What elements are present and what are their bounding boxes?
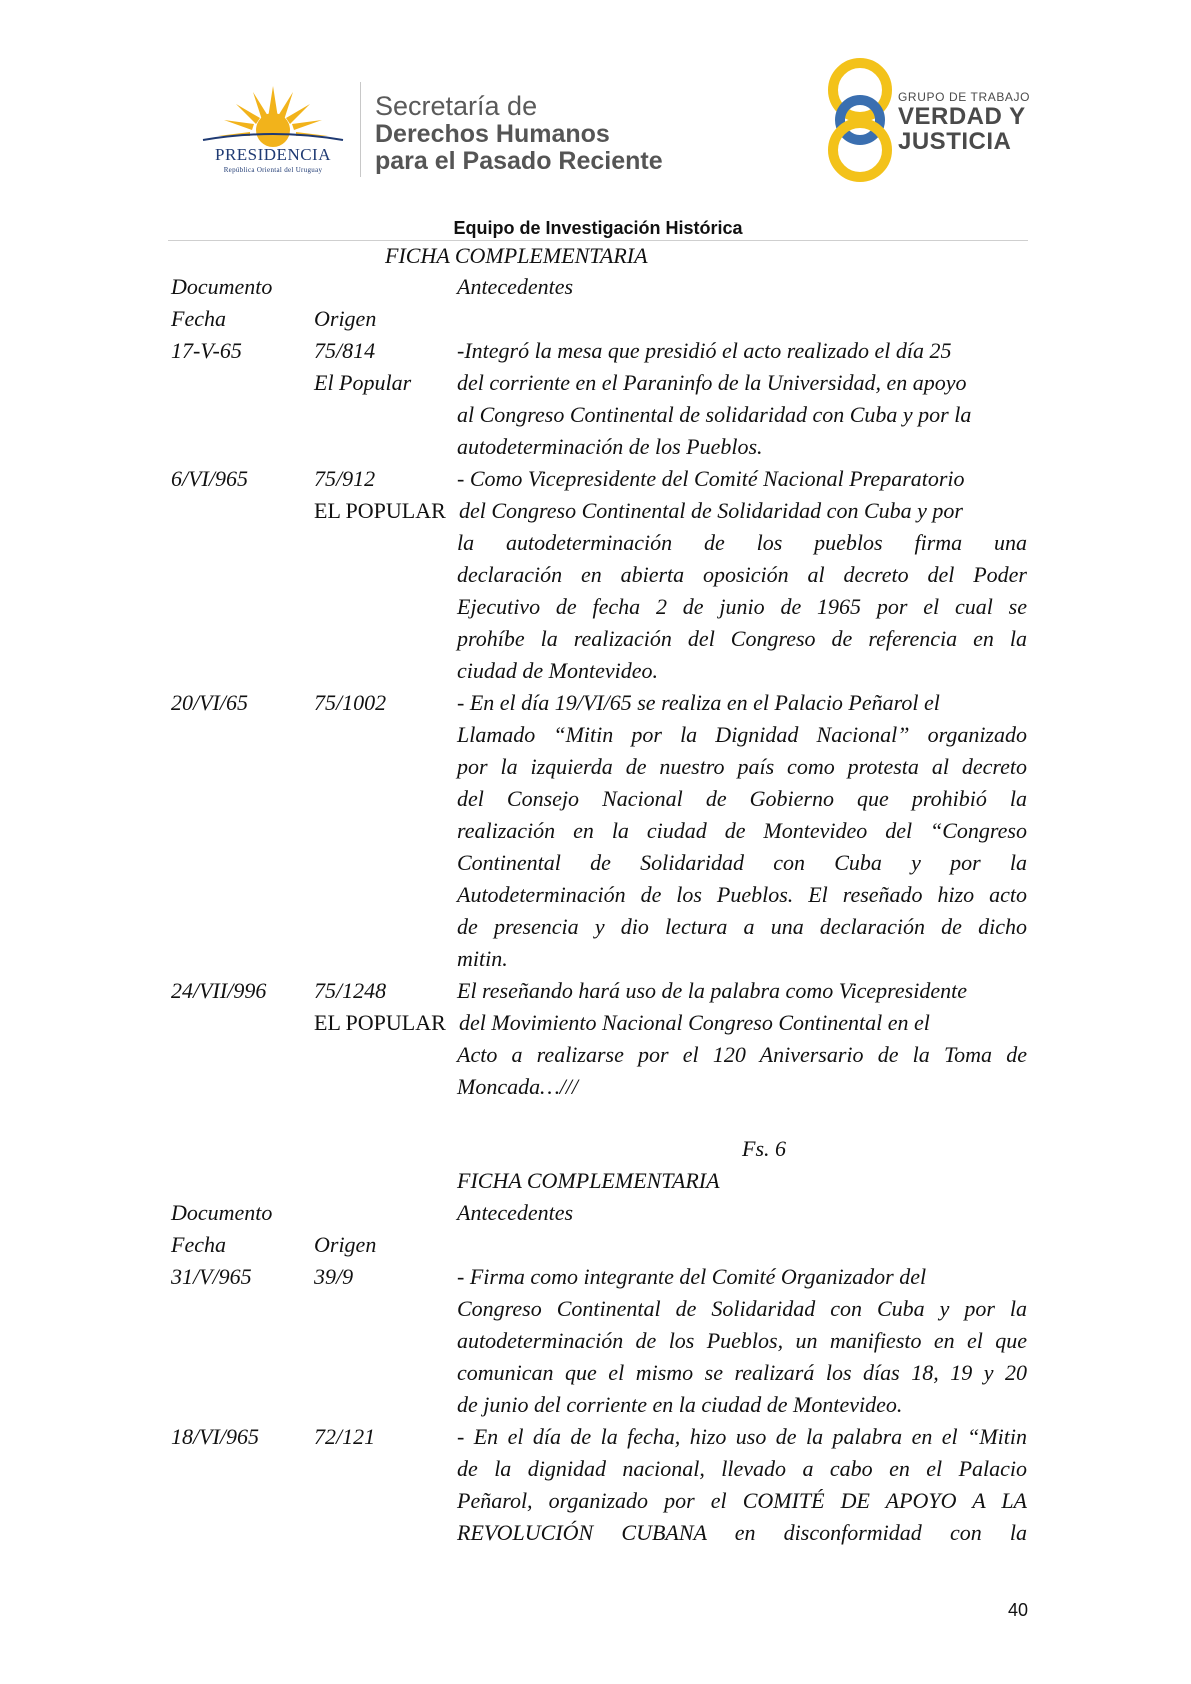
- entry-text-line: Autodeterminación de los Pueblos. El reseñado hizo acto: [457, 882, 1027, 907]
- entry-text-line: al Congreso Continental de solidaridad con Cuba y por la: [457, 402, 972, 427]
- entry-origen: 75/1002: [314, 690, 387, 715]
- entry-text-line: del corriente en el Paraninfo de la Universidad, en apoyo: [457, 370, 967, 395]
- entry-origen-source: El Popular: [314, 370, 412, 395]
- section2-title: FICHA COMPLEMENTARIA: [457, 1168, 720, 1193]
- section2-header-documento: Documento: [171, 1200, 273, 1225]
- verdad-justicia-logo-text: [898, 90, 1030, 154]
- page-number: 40: [1007, 1600, 1028, 1620]
- entry-text-line: - Firma como integrante del Comité Organizador del: [457, 1264, 927, 1289]
- section1-header-origen: Origen: [314, 306, 377, 331]
- entry-origen: 39/9: [314, 1264, 354, 1289]
- secretaria-line2: Derechos Humanos: [375, 120, 610, 148]
- entry-text-line: REVOLUCIÓN CUBANA en disconformidad con la: [457, 1520, 1027, 1545]
- entry-origen: 72/121: [314, 1424, 376, 1449]
- section1-header-documento: Documento: [171, 274, 273, 299]
- entry-text-line: - En el día 19/VI/65 se realiza en el Palacio Peñarol el: [457, 690, 940, 715]
- entry-origen: 75/814: [314, 338, 376, 363]
- entry-text-line: de junio del corriente en la ciudad de Montevideo.: [457, 1392, 903, 1417]
- entry-fecha: 20/VI/65: [171, 690, 248, 715]
- entry-text-line: del Movimiento Nacional Congreso Continental en el: [459, 1010, 930, 1035]
- secretaria-line1: Secretaría de: [375, 91, 538, 121]
- entry-origen-source: EL POPULAR: [314, 1010, 446, 1035]
- team-heading: Equipo de Investigación Histórica: [453, 218, 743, 238]
- section1-header-antecedentes: Antecedentes: [457, 274, 574, 299]
- entry-origen-source: EL POPULAR: [314, 498, 446, 523]
- entry-text-line: prohíbe la realización del Congreso de referencia en la: [457, 626, 1027, 651]
- entry-text-line: declaración en abierta oposición al decreto del Poder: [457, 562, 1027, 587]
- entry-text-line: por la izquierda de nuestro país como protesta al decreto: [457, 754, 1027, 779]
- entry-fecha: 24/VII/996: [171, 978, 267, 1003]
- entry-origen: 75/912: [314, 466, 376, 491]
- entry-text-line: realización en la ciudad de Montevideo del “Congreso: [457, 818, 1027, 843]
- entry-fecha: 17-V-65: [171, 338, 242, 363]
- entry-text-line: autodeterminación de los Pueblos, un manifiesto en el que: [457, 1328, 1027, 1353]
- entry-text-line: Peñarol, organizado por el COMITÉ DE APOYO A LA: [457, 1488, 1027, 1513]
- entry-fecha: 18/VI/965: [171, 1424, 259, 1449]
- entry-fecha: 6/VI/965: [171, 466, 248, 491]
- entry-text-line: de la dignidad nacional, llevado a cabo en el Palacio: [457, 1456, 1027, 1481]
- entry-text-line: del Congreso Continental de Solidaridad con Cuba y por: [459, 498, 963, 523]
- section2-header-antecedentes: Antecedentes: [457, 1200, 574, 1225]
- letterhead: [0, 0, 1191, 210]
- verdad-justicia-rings-logo: [820, 58, 900, 182]
- entry-text-line: Congreso Continental de Solidaridad con Cuba y por la: [457, 1296, 1027, 1321]
- entry-text-line: mitin.: [457, 946, 508, 971]
- header-divider: [360, 82, 361, 177]
- entry-text-line: Acto a realizarse por el 120 Aniversario de la Toma de: [457, 1042, 1027, 1067]
- entry-text-line: - En el día de la fecha, hizo uso de la palabra en el “Mitin: [457, 1424, 1027, 1449]
- entry-text-line: Ejecutivo de fecha 2 de junio de 1965 por el cual se: [457, 594, 1027, 619]
- secretaria-logo-text: [375, 92, 663, 175]
- entry-text-line: de presencia y dio lectura a una declaración de dicho: [457, 914, 1027, 939]
- section2-header-origen: Origen: [314, 1232, 377, 1257]
- grupo-line1: GRUPO DE TRABAJO: [898, 90, 1031, 104]
- section2-header-fecha: Fecha: [171, 1232, 226, 1257]
- entry-fecha: 31/V/965: [171, 1264, 252, 1289]
- entry-text-line: del Consejo Nacional de Gobierno que prohibió la: [457, 786, 1027, 811]
- entry-text-line: El reseñando hará uso de la palabra como Vicepresidente: [457, 978, 967, 1003]
- section1-header-fecha: Fecha: [171, 306, 226, 331]
- grupo-line2: VERDAD Y: [898, 103, 1026, 130]
- entry-text-line: - Como Vicepresidente del Comité Nacional Preparatorio: [457, 466, 965, 491]
- secretaria-line3: para el Pasado Reciente: [375, 147, 663, 175]
- presidencia-title: PRESIDENCIA: [214, 145, 331, 164]
- entry-text-line: -Integró la mesa que presidió el acto realizado el día 25: [457, 338, 952, 363]
- entry-text-line: comunican que el mismo se realizará los días 18, 19 y 20: [457, 1360, 1027, 1385]
- entry-text-line: Continental de Solidaridad con Cuba y por la: [457, 850, 1027, 875]
- entry-origen: 75/1248: [314, 978, 387, 1003]
- folio-label: Fs. 6: [742, 1136, 786, 1161]
- entry-text-line: autodeterminación de los Pueblos.: [457, 434, 763, 459]
- entry-text-line: Llamado “Mitin por la Dignidad Nacional” organizado: [457, 722, 1027, 747]
- entry-text-line: ciudad de Montevideo.: [457, 658, 658, 683]
- entry-text-line: Moncada…///: [457, 1074, 578, 1099]
- presidencia-subtitle: República Oriental del Uruguay: [223, 166, 323, 174]
- grupo-line3: JUSTICIA: [898, 128, 1012, 155]
- entry-text-line: la autodeterminación de los pueblos firma una: [457, 530, 1027, 555]
- section1-title: FICHA COMPLEMENTARIA: [385, 243, 648, 268]
